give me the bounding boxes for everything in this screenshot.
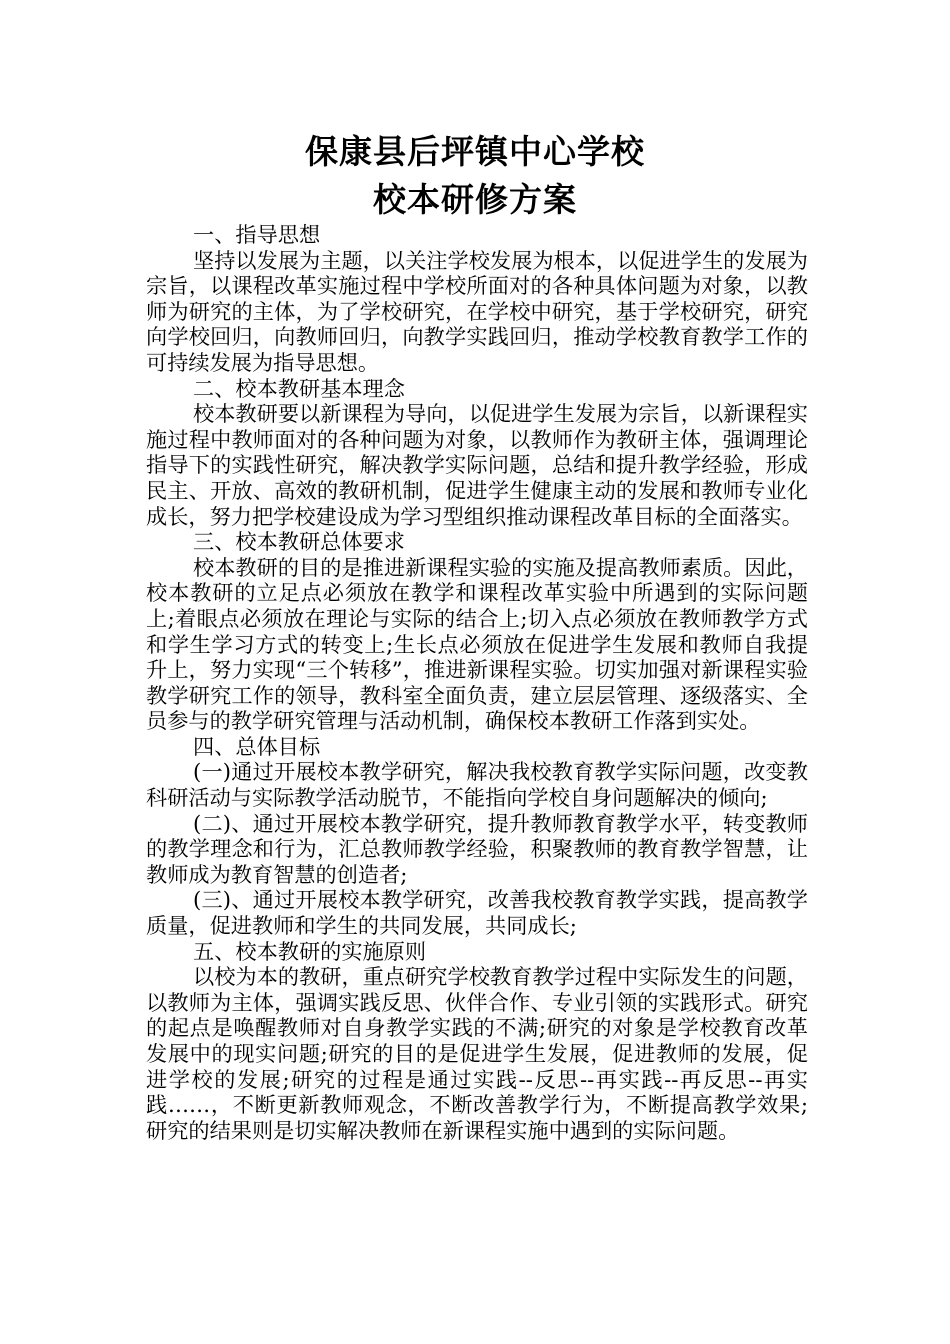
section-paragraph: 校本教研要以新课程为导向，以促进学生发展为宗旨，以新课程实施过程中教师面对的各种问题为对象，以教师作为教研主体，强调理论指导下的实践性研究，解决教学实际问题，总结和提升教学经验，形成民主、开放、高效的教研机制，促进学生健康主动的发展和教师专业化成长，努力把学校建设成为学习型组织推动课程改革目标的全面落实。 (146, 401, 808, 529)
section-paragraph: 校本教研的目的是推进新课程实验的实施及提高教师素质。因此，校本教研的立足点必须放在教学和课程改革实验中所遇到的实际问题上;着眼点必须放在理论与实际的结合上;切入点必须放在教师教学方式和学生学习方式的转变上;生长点必须放在促进学生发展和教师自我提升上，努力实现“三个转移”，推进新课程实验。切实加强对新课程实验教学研究工作的领导，教科室全面负责，建立层层管理、逐级落实、全员参与的教学研究管理与活动机制，确保校本教研工作落到实处。 (146, 554, 808, 734)
section-overall-requirements (146, 529, 808, 734)
document-title (0, 128, 950, 224)
section-heading: 五、校本教研的实施原则 (193, 938, 427, 964)
section-heading: 三、校本教研总体要求 (193, 529, 405, 555)
section-paragraph: 坚持以发展为主题，以关注学校发展为根本，以促进学生的发展为宗旨，以课程改革实施过程中学校所面对的各种具体问题为对象，以教师为研究的主体，为了学校研究，在学校中研究，基于学校研究，研究向学校回归，向教师回归，向教学实践回归，推动学校教育教学工作的可持续发展为指导思想。 (146, 247, 808, 375)
goal-item-2: (二)、通过开展校本教学研究，提升教师教育教学水平，转变教师的教学理念和行为，汇总教师教学经验，积聚教师的教育教学智慧，让教师成为教育智慧的创造者; (146, 810, 808, 887)
title-plan-name: 校本研修方案 (373, 180, 577, 219)
section-paragraph: 以校为本的教研，重点研究学校教育教学过程中实际发生的问题，以教师为主体，强调实践反思、伙伴合作、专业引领的实践形式。研究的起点是唤醒教师对自身教学实践的不满;研究的对象是学校教育改革发展中的现实问题;研究的目的是促进学生发展，促进教师的发展，促进学校的发展;研究的过程是通过实践--反思--再实践--再反思--再实践……，不断更新教师观念，不断改善教学行为，不断提高教学效果;研究的结果则是切实解决教师在新课程实施中遇到的实际问题。 (146, 964, 808, 1143)
goal-item-1: (一)通过开展校本教学研究，解决我校教育教学实际问题，改变教科研活动与实际教学活动脱节，不能指向学校自身问题解决的倾向; (146, 759, 808, 811)
section-overall-goals (146, 734, 808, 939)
section-heading: 四、总体目标 (193, 733, 321, 759)
section-guiding-ideology (146, 222, 808, 376)
section-heading: 二、校本教研基本理念 (193, 375, 405, 401)
goal-item-3: (三)、通过开展校本教学研究，改善我校教育教学实践，提高教学质量，促进教师和学生的共同发展，共同成长; (146, 887, 808, 939)
section-heading: 一、指导思想 (193, 222, 321, 247)
title-school-name: 保康县后坪镇中心学校 (305, 132, 645, 171)
document-body (146, 222, 808, 1143)
section-basic-concept (146, 376, 808, 530)
section-implementation-principles (146, 939, 808, 1144)
